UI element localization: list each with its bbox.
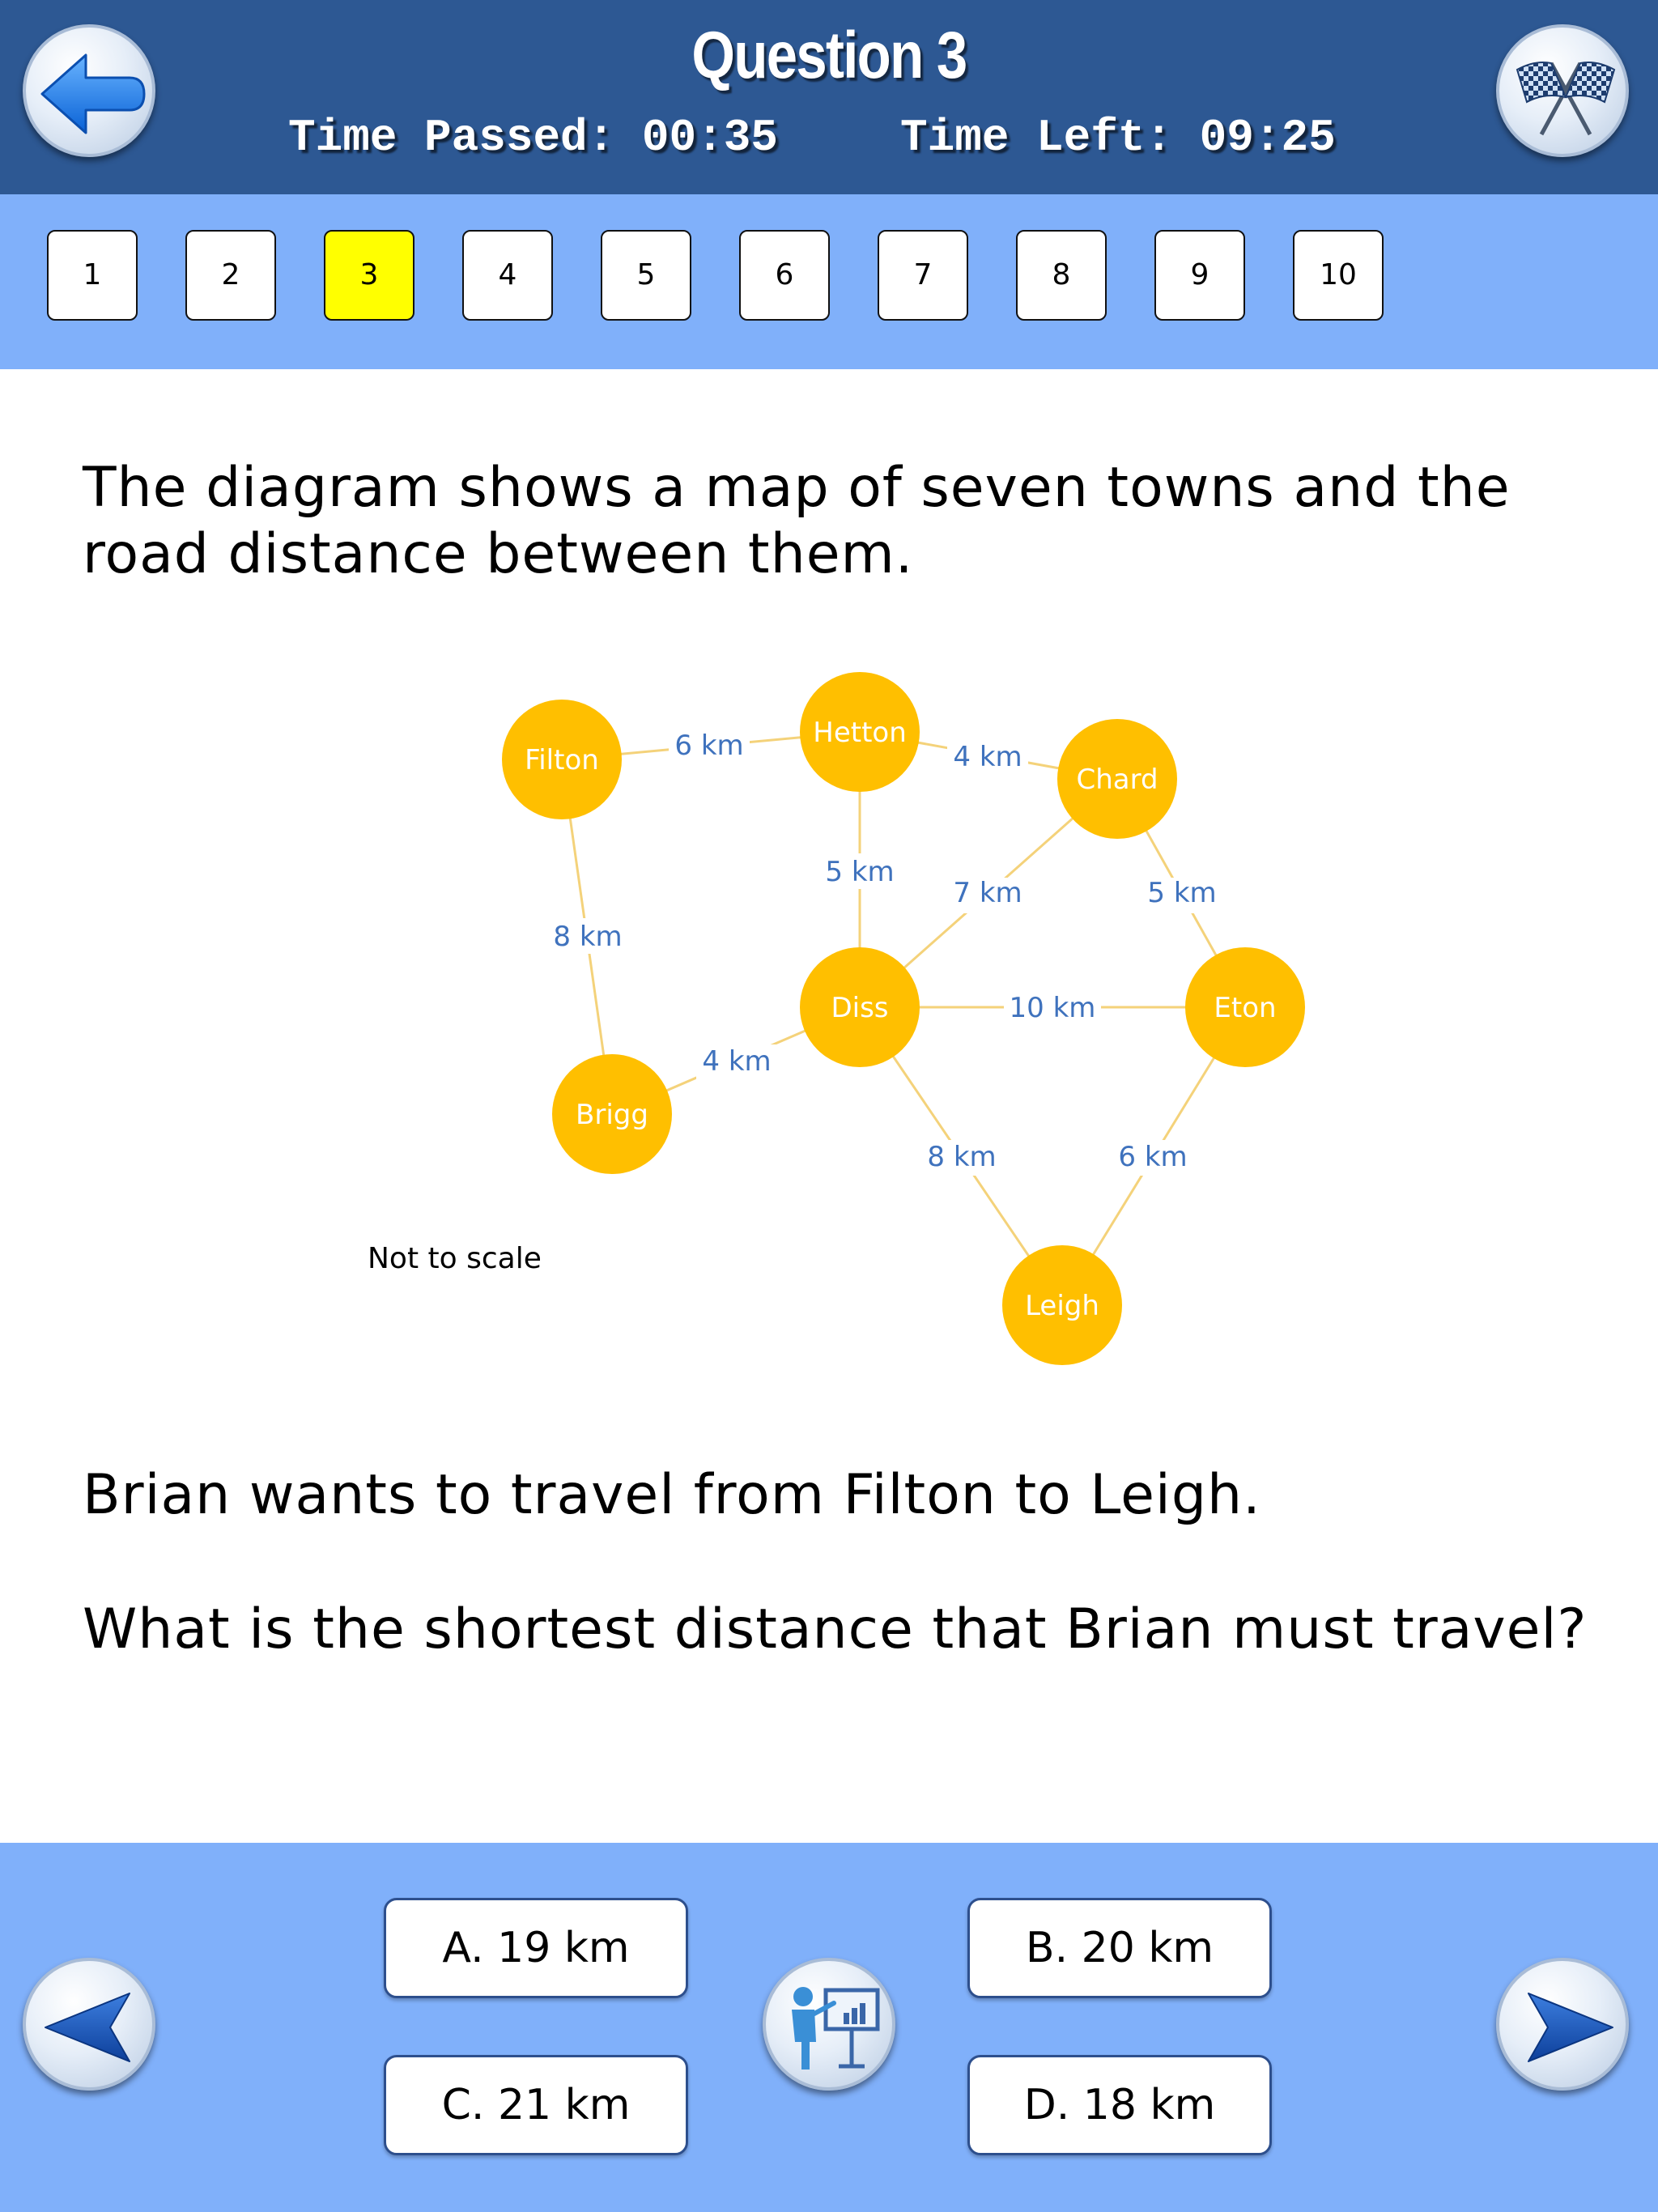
question-nav-7[interactable]: 7 [878,230,968,321]
question-nav-5[interactable]: 5 [601,230,691,321]
town-label-brigg: Brigg [576,1099,648,1131]
question-prompt-line1: Brian wants to travel from Filton to Leigh. [83,1463,1261,1527]
town-brigg [552,1054,672,1174]
time-left: Time Left: 09:25 [900,112,1336,164]
page-title: Question 3 [691,19,967,92]
question-nav-1[interactable]: 1 [47,230,138,321]
answer-c-button[interactable]: C. 21 km [384,2055,688,2155]
distance-label-filton-hetton: 6 km [674,730,744,762]
question-nav-2[interactable]: 2 [185,230,276,321]
town-chard [1057,719,1177,839]
answer-b-button[interactable]: B. 20 km [967,1898,1272,1998]
next-button[interactable] [1496,1958,1629,2091]
distance-label-diss-leigh: 8 km [927,1141,997,1173]
answer-a-button[interactable]: A. 19 km [384,1898,688,1998]
distance-label-hetton-diss: 5 km [825,856,895,888]
town-label-leigh: Leigh [1025,1290,1099,1322]
previous-arrow-icon [26,1961,159,2094]
question-nav-9[interactable]: 9 [1154,230,1245,321]
town-eton [1185,947,1305,1067]
towns [502,672,1305,1365]
question-nav-6[interactable]: 6 [739,230,830,321]
distance-label-chard-eton: 5 km [1147,877,1217,909]
distance-label-eton-leigh: 6 km [1118,1141,1188,1173]
town-label-chard: Chard [1076,764,1158,796]
distance-label-diss-eton: 10 km [1009,992,1096,1024]
question-nav-8[interactable]: 8 [1016,230,1107,321]
town-filton [502,700,622,819]
town-label-diss: Diss [831,992,889,1024]
previous-button[interactable] [23,1958,155,2091]
question-nav-10[interactable]: 10 [1293,230,1384,321]
town-label-filton: Filton [525,744,599,776]
question-intro-line2: road distance between them. [83,522,914,586]
question-prompt-line2: What is the shortest distance that Brian must travel? [83,1597,1588,1661]
teacher-presentation-icon [766,1961,899,2094]
tutor-help-button[interactable] [763,1958,895,2091]
distance-label-chard-diss: 7 km [953,877,1022,909]
town-leigh [1002,1245,1122,1365]
town-label-eton: Eton [1214,992,1277,1024]
question-intro-line1: The diagram shows a map of seven towns and the [83,456,1511,520]
not-to-scale-note: Not to scale [368,1242,542,1275]
distance-label-brigg-diss: 4 km [702,1045,772,1078]
question-nav-4[interactable]: 4 [462,230,553,321]
town-hetton [800,672,920,792]
distance-label-filton-brigg: 8 km [553,921,623,953]
answer-footer [0,1843,1658,2212]
town-diss [800,947,920,1067]
town-label-hetton: Hetton [813,717,907,749]
distance-label-hetton-chard: 4 km [953,741,1022,773]
time-passed: Time Passed: 00:35 [288,112,778,164]
question-nav-3[interactable]: 3 [324,230,414,321]
answer-d-button[interactable]: D. 18 km [967,2055,1272,2155]
next-arrow-icon [1499,1961,1632,2094]
